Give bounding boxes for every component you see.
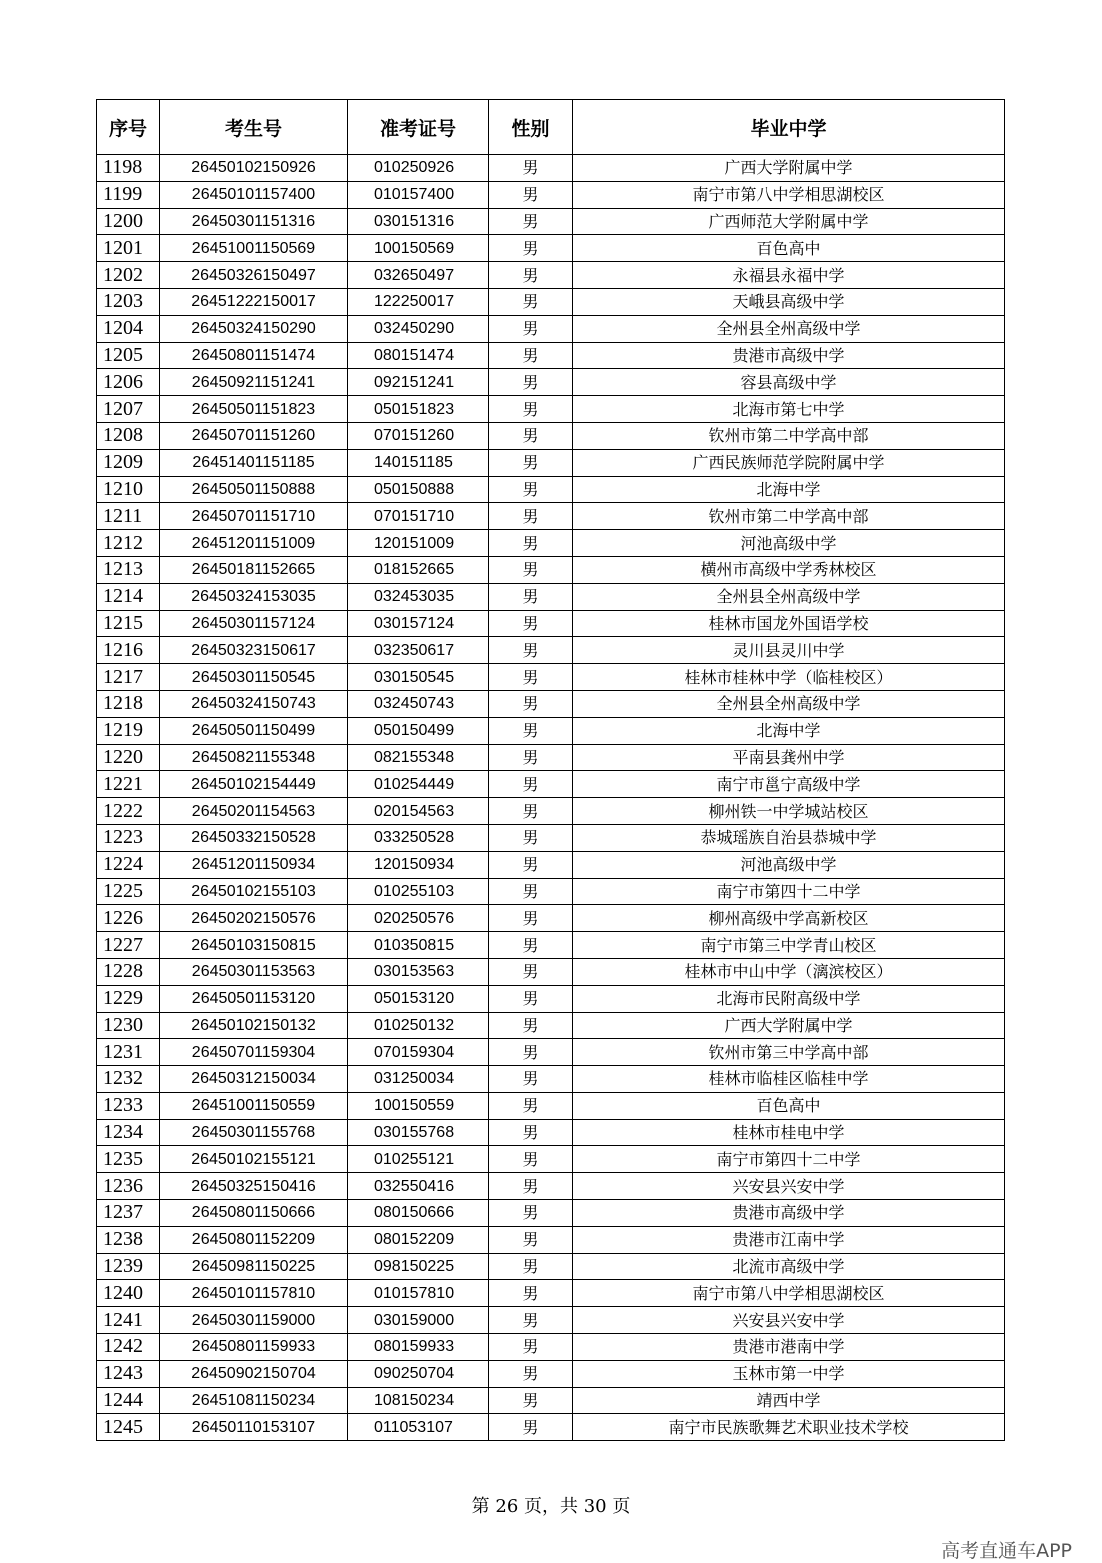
cell-ticket-id: 032453035 (348, 583, 489, 610)
cell-exam-id: 26450324153035 (160, 583, 348, 610)
cell-school: 柳州铁一中学城站校区 (573, 798, 1005, 825)
cell-school: 南宁市第四十二中学 (573, 878, 1005, 905)
cell-gender: 男 (489, 1226, 573, 1253)
cell-exam-id: 26450821155348 (160, 744, 348, 771)
cell-ticket-id: 050150888 (348, 476, 489, 503)
cell-exam-id: 26450332150528 (160, 824, 348, 851)
cell-gender: 男 (489, 155, 573, 182)
table-row (97, 155, 1005, 182)
cell-seq: 1228 (97, 958, 160, 985)
cell-school: 广西大学附属中学 (573, 1012, 1005, 1039)
table-row (97, 583, 1005, 610)
table-row (97, 262, 1005, 289)
cell-ticket-id: 108150234 (348, 1387, 489, 1414)
cell-school: 桂林市临桂区临桂中学 (573, 1066, 1005, 1093)
cell-exam-id: 26450301155768 (160, 1119, 348, 1146)
cell-seq: 1244 (97, 1387, 160, 1414)
cell-seq: 1212 (97, 530, 160, 557)
cell-ticket-id: 010254449 (348, 771, 489, 798)
cell-seq: 1219 (97, 717, 160, 744)
cell-gender: 男 (489, 1092, 573, 1119)
cell-seq: 1211 (97, 503, 160, 530)
cell-school: 贵港市江南中学 (573, 1226, 1005, 1253)
table-row (97, 342, 1005, 369)
cell-gender: 男 (489, 315, 573, 342)
cell-school: 全州县全州高级中学 (573, 583, 1005, 610)
table-row (97, 1253, 1005, 1280)
cell-ticket-id: 030153563 (348, 958, 489, 985)
table-row (97, 476, 1005, 503)
cell-ticket-id: 030155768 (348, 1119, 489, 1146)
cell-ticket-id: 010157810 (348, 1280, 489, 1307)
cell-ticket-id: 030159000 (348, 1307, 489, 1334)
cell-school: 柳州高级中学高新校区 (573, 905, 1005, 932)
cell-seq: 1238 (97, 1226, 160, 1253)
cell-school: 容县高级中学 (573, 369, 1005, 396)
cell-school: 贵港市高级中学 (573, 1200, 1005, 1227)
table-row (97, 422, 1005, 449)
cell-school: 广西民族师范学院附属中学 (573, 449, 1005, 476)
cell-exam-id: 26450323150617 (160, 637, 348, 664)
cell-exam-id: 26450325150416 (160, 1173, 348, 1200)
cell-exam-id: 26450501150888 (160, 476, 348, 503)
cell-ticket-id: 080159933 (348, 1334, 489, 1361)
cell-seq: 1209 (97, 449, 160, 476)
cell-school: 北流市高级中学 (573, 1253, 1005, 1280)
cell-ticket-id: 050153120 (348, 985, 489, 1012)
cell-school: 天峨县高级中学 (573, 288, 1005, 315)
cell-gender: 男 (489, 369, 573, 396)
cell-seq: 1240 (97, 1280, 160, 1307)
cell-gender: 男 (489, 851, 573, 878)
cell-gender: 男 (489, 1414, 573, 1441)
cell-exam-id: 26450701151260 (160, 422, 348, 449)
cell-school: 贵港市高级中学 (573, 342, 1005, 369)
table-row (97, 1039, 1005, 1066)
cell-seq: 1227 (97, 932, 160, 959)
cell-ticket-id: 098150225 (348, 1253, 489, 1280)
cell-seq: 1213 (97, 556, 160, 583)
cell-ticket-id: 100150569 (348, 235, 489, 262)
cell-seq: 1203 (97, 288, 160, 315)
cell-ticket-id: 032350617 (348, 637, 489, 664)
cell-exam-id: 26450324150743 (160, 690, 348, 717)
cell-gender: 男 (489, 637, 573, 664)
admission-table (96, 99, 1005, 1441)
cell-gender: 男 (489, 905, 573, 932)
header-school: 毕业中学 (573, 100, 1005, 155)
table-row (97, 235, 1005, 262)
cell-ticket-id: 032550416 (348, 1173, 489, 1200)
cell-seq: 1202 (97, 262, 160, 289)
cell-seq: 1223 (97, 824, 160, 851)
watermark-text: 高考直通车APP (941, 1540, 1072, 1562)
cell-school: 靖西中学 (573, 1387, 1005, 1414)
cell-ticket-id: 033250528 (348, 824, 489, 851)
cell-school: 河池高级中学 (573, 851, 1005, 878)
cell-gender: 男 (489, 690, 573, 717)
cell-exam-id: 26451222150017 (160, 288, 348, 315)
cell-gender: 男 (489, 985, 573, 1012)
cell-gender: 男 (489, 824, 573, 851)
cell-seq: 1208 (97, 422, 160, 449)
cell-seq: 1224 (97, 851, 160, 878)
cell-ticket-id: 100150559 (348, 1092, 489, 1119)
cell-seq: 1215 (97, 610, 160, 637)
cell-school: 北海市民附高级中学 (573, 985, 1005, 1012)
cell-ticket-id: 080152209 (348, 1226, 489, 1253)
table-row (97, 824, 1005, 851)
cell-exam-id: 26450103150815 (160, 932, 348, 959)
cell-seq: 1217 (97, 664, 160, 691)
cell-gender: 男 (489, 1307, 573, 1334)
cell-school: 兴安县兴安中学 (573, 1307, 1005, 1334)
cell-gender: 男 (489, 1012, 573, 1039)
cell-ticket-id: 070151710 (348, 503, 489, 530)
cell-seq: 1235 (97, 1146, 160, 1173)
cell-exam-id: 26450902150704 (160, 1360, 348, 1387)
table-row (97, 1012, 1005, 1039)
table-row (97, 690, 1005, 717)
cell-gender: 男 (489, 288, 573, 315)
cell-ticket-id: 050150499 (348, 717, 489, 744)
cell-seq: 1225 (97, 878, 160, 905)
cell-ticket-id: 080151474 (348, 342, 489, 369)
cell-exam-id: 26450801152209 (160, 1226, 348, 1253)
cell-seq: 1230 (97, 1012, 160, 1039)
cell-ticket-id: 092151241 (348, 369, 489, 396)
cell-ticket-id: 010157400 (348, 181, 489, 208)
cell-gender: 男 (489, 717, 573, 744)
table-row (97, 181, 1005, 208)
cell-seq: 1241 (97, 1307, 160, 1334)
cell-gender: 男 (489, 583, 573, 610)
cell-exam-id: 26450301153563 (160, 958, 348, 985)
cell-gender: 男 (489, 1066, 573, 1093)
cell-ticket-id: 070151260 (348, 422, 489, 449)
cell-gender: 男 (489, 556, 573, 583)
cell-gender: 男 (489, 1280, 573, 1307)
header-seq: 序号 (97, 100, 160, 155)
cell-gender: 男 (489, 664, 573, 691)
cell-seq: 1210 (97, 476, 160, 503)
cell-exam-id: 26450921151241 (160, 369, 348, 396)
cell-gender: 男 (489, 449, 573, 476)
cell-school: 灵川县灵川中学 (573, 637, 1005, 664)
table-row (97, 396, 1005, 423)
cell-school: 北海市第七中学 (573, 396, 1005, 423)
cell-exam-id: 26450110153107 (160, 1414, 348, 1441)
table-row (97, 1307, 1005, 1334)
table-row (97, 958, 1005, 985)
cell-gender: 男 (489, 262, 573, 289)
cell-exam-id: 26450801159933 (160, 1334, 348, 1361)
cell-seq: 1201 (97, 235, 160, 262)
cell-seq: 1222 (97, 798, 160, 825)
cell-exam-id: 26451201150934 (160, 851, 348, 878)
cell-seq: 1239 (97, 1253, 160, 1280)
cell-ticket-id: 030150545 (348, 664, 489, 691)
cell-seq: 1245 (97, 1414, 160, 1441)
cell-exam-id: 26450301151316 (160, 208, 348, 235)
cell-seq: 1236 (97, 1173, 160, 1200)
cell-seq: 1199 (97, 181, 160, 208)
cell-gender: 男 (489, 476, 573, 503)
cell-exam-id: 26451001150569 (160, 235, 348, 262)
cell-seq: 1198 (97, 155, 160, 182)
cell-school: 贵港市港南中学 (573, 1334, 1005, 1361)
admission-table-container (96, 99, 1004, 1441)
cell-school: 钦州市第三中学高中部 (573, 1039, 1005, 1066)
table-row (97, 771, 1005, 798)
cell-seq: 1204 (97, 315, 160, 342)
table-row (97, 1360, 1005, 1387)
cell-exam-id: 26451081150234 (160, 1387, 348, 1414)
cell-ticket-id: 010250926 (348, 155, 489, 182)
table-row (97, 851, 1005, 878)
cell-school: 百色高中 (573, 1092, 1005, 1119)
cell-exam-id: 26450801150666 (160, 1200, 348, 1227)
cell-ticket-id: 031250034 (348, 1066, 489, 1093)
cell-school: 南宁市第八中学相思湖校区 (573, 1280, 1005, 1307)
cell-gender: 男 (489, 1200, 573, 1227)
cell-gender: 男 (489, 878, 573, 905)
table-row (97, 1334, 1005, 1361)
cell-exam-id: 26450981150225 (160, 1253, 348, 1280)
cell-seq: 1206 (97, 369, 160, 396)
cell-school: 永福县永福中学 (573, 262, 1005, 289)
cell-gender: 男 (489, 1173, 573, 1200)
table-row (97, 503, 1005, 530)
cell-gender: 男 (489, 1334, 573, 1361)
cell-exam-id: 26450301159000 (160, 1307, 348, 1334)
table-row (97, 315, 1005, 342)
cell-seq: 1233 (97, 1092, 160, 1119)
table-row (97, 1226, 1005, 1253)
cell-exam-id: 26450501150499 (160, 717, 348, 744)
cell-gender: 男 (489, 208, 573, 235)
cell-ticket-id: 032650497 (348, 262, 489, 289)
cell-gender: 男 (489, 771, 573, 798)
cell-school: 横州市高级中学秀林校区 (573, 556, 1005, 583)
cell-gender: 男 (489, 1253, 573, 1280)
cell-exam-id: 26450102150132 (160, 1012, 348, 1039)
cell-gender: 男 (489, 1039, 573, 1066)
cell-school: 全州县全州高级中学 (573, 690, 1005, 717)
cell-gender: 男 (489, 1360, 573, 1387)
cell-school: 南宁市第八中学相思湖校区 (573, 181, 1005, 208)
cell-seq: 1234 (97, 1119, 160, 1146)
cell-seq: 1214 (97, 583, 160, 610)
cell-school: 北海中学 (573, 476, 1005, 503)
page-number: 第 26 页，共 30 页 (471, 1496, 631, 1517)
cell-exam-id: 26450326150497 (160, 262, 348, 289)
cell-seq: 1232 (97, 1066, 160, 1093)
cell-gender: 男 (489, 798, 573, 825)
table-row (97, 744, 1005, 771)
table-row (97, 1119, 1005, 1146)
table-row (97, 556, 1005, 583)
table-row (97, 878, 1005, 905)
cell-exam-id: 26450102154449 (160, 771, 348, 798)
cell-ticket-id: 082155348 (348, 744, 489, 771)
cell-ticket-id: 120151009 (348, 530, 489, 557)
cell-ticket-id: 030151316 (348, 208, 489, 235)
cell-seq: 1218 (97, 690, 160, 717)
cell-school: 桂林市桂电中学 (573, 1119, 1005, 1146)
table-row (97, 208, 1005, 235)
cell-exam-id: 26451401151185 (160, 449, 348, 476)
cell-ticket-id: 090250704 (348, 1360, 489, 1387)
cell-exam-id: 26450801151474 (160, 342, 348, 369)
cell-ticket-id: 018152665 (348, 556, 489, 583)
cell-school: 桂林市中山中学（漓滨校区） (573, 958, 1005, 985)
table-row (97, 664, 1005, 691)
cell-exam-id: 26450102155121 (160, 1146, 348, 1173)
cell-school: 南宁市第三中学青山校区 (573, 932, 1005, 959)
cell-ticket-id: 070159304 (348, 1039, 489, 1066)
cell-ticket-id: 140151185 (348, 449, 489, 476)
cell-ticket-id: 030157124 (348, 610, 489, 637)
table-row (97, 1146, 1005, 1173)
cell-ticket-id: 122250017 (348, 288, 489, 315)
cell-seq: 1231 (97, 1039, 160, 1066)
table-header-row (97, 100, 1005, 155)
cell-school: 广西大学附属中学 (573, 155, 1005, 182)
cell-school: 北海中学 (573, 717, 1005, 744)
cell-seq: 1220 (97, 744, 160, 771)
cell-exam-id: 26450312150034 (160, 1066, 348, 1093)
cell-seq: 1242 (97, 1334, 160, 1361)
cell-school: 南宁市第四十二中学 (573, 1146, 1005, 1173)
cell-gender: 男 (489, 342, 573, 369)
cell-school: 桂林市国龙外国语学校 (573, 610, 1005, 637)
cell-seq: 1229 (97, 985, 160, 1012)
header-gender: 性别 (489, 100, 573, 155)
table-row (97, 1387, 1005, 1414)
cell-gender: 男 (489, 422, 573, 449)
cell-exam-id: 26450102150926 (160, 155, 348, 182)
table-row (97, 637, 1005, 664)
cell-ticket-id: 020154563 (348, 798, 489, 825)
header-exam-id: 考生号 (160, 100, 348, 155)
cell-gender: 男 (489, 744, 573, 771)
table-row (97, 530, 1005, 557)
cell-gender: 男 (489, 1119, 573, 1146)
cell-seq: 1237 (97, 1200, 160, 1227)
cell-exam-id: 26451201151009 (160, 530, 348, 557)
cell-school: 恭城瑶族自治县恭城中学 (573, 824, 1005, 851)
cell-ticket-id: 010255103 (348, 878, 489, 905)
cell-seq: 1200 (97, 208, 160, 235)
cell-exam-id: 26450324150290 (160, 315, 348, 342)
cell-exam-id: 26450701151710 (160, 503, 348, 530)
cell-exam-id: 26450201154563 (160, 798, 348, 825)
cell-school: 钦州市第二中学高中部 (573, 503, 1005, 530)
cell-gender: 男 (489, 1146, 573, 1173)
table-row (97, 905, 1005, 932)
cell-school: 广西师范大学附属中学 (573, 208, 1005, 235)
table-body (97, 155, 1005, 1441)
cell-ticket-id: 020250576 (348, 905, 489, 932)
cell-seq: 1216 (97, 637, 160, 664)
cell-seq: 1226 (97, 905, 160, 932)
cell-school: 钦州市第二中学高中部 (573, 422, 1005, 449)
cell-exam-id: 26451001150559 (160, 1092, 348, 1119)
table-row (97, 1280, 1005, 1307)
cell-gender: 男 (489, 610, 573, 637)
cell-gender: 男 (489, 181, 573, 208)
table-row (97, 798, 1005, 825)
cell-school: 百色高中 (573, 235, 1005, 262)
table-row (97, 1173, 1005, 1200)
cell-school: 兴安县兴安中学 (573, 1173, 1005, 1200)
cell-gender: 男 (489, 530, 573, 557)
cell-school: 桂林市桂林中学（临桂校区） (573, 664, 1005, 691)
cell-seq: 1207 (97, 396, 160, 423)
cell-gender: 男 (489, 958, 573, 985)
table-row (97, 1092, 1005, 1119)
cell-exam-id: 26450701159304 (160, 1039, 348, 1066)
table-row (97, 985, 1005, 1012)
cell-gender: 男 (489, 932, 573, 959)
table-row (97, 1414, 1005, 1441)
header-ticket-id: 准考证号 (348, 100, 489, 155)
cell-seq: 1243 (97, 1360, 160, 1387)
cell-gender: 男 (489, 396, 573, 423)
cell-exam-id: 26450301157124 (160, 610, 348, 637)
cell-school: 玉林市第一中学 (573, 1360, 1005, 1387)
table-row (97, 932, 1005, 959)
cell-exam-id: 26450102155103 (160, 878, 348, 905)
table-row (97, 717, 1005, 744)
cell-exam-id: 26450501151823 (160, 396, 348, 423)
cell-ticket-id: 120150934 (348, 851, 489, 878)
cell-ticket-id: 032450743 (348, 690, 489, 717)
table-row (97, 610, 1005, 637)
cell-ticket-id: 050151823 (348, 396, 489, 423)
cell-exam-id: 26450181152665 (160, 556, 348, 583)
cell-ticket-id: 010250132 (348, 1012, 489, 1039)
cell-gender: 男 (489, 1387, 573, 1414)
cell-exam-id: 26450202150576 (160, 905, 348, 932)
cell-exam-id: 26450301150545 (160, 664, 348, 691)
cell-exam-id: 26450101157400 (160, 181, 348, 208)
table-row (97, 449, 1005, 476)
cell-exam-id: 26450501153120 (160, 985, 348, 1012)
cell-school: 河池高级中学 (573, 530, 1005, 557)
cell-school: 南宁市邕宁高级中学 (573, 771, 1005, 798)
table-row (97, 1200, 1005, 1227)
cell-school: 平南县龚州中学 (573, 744, 1005, 771)
cell-exam-id: 26450101157810 (160, 1280, 348, 1307)
cell-ticket-id: 010255121 (348, 1146, 489, 1173)
table-row (97, 1066, 1005, 1093)
cell-gender: 男 (489, 235, 573, 262)
cell-ticket-id: 011053107 (348, 1414, 489, 1441)
table-row (97, 288, 1005, 315)
cell-seq: 1221 (97, 771, 160, 798)
table-row (97, 369, 1005, 396)
cell-school: 全州县全州高级中学 (573, 315, 1005, 342)
cell-seq: 1205 (97, 342, 160, 369)
cell-school: 南宁市民族歌舞艺术职业技术学校 (573, 1414, 1005, 1441)
cell-ticket-id: 010350815 (348, 932, 489, 959)
cell-ticket-id: 032450290 (348, 315, 489, 342)
cell-ticket-id: 080150666 (348, 1200, 489, 1227)
cell-gender: 男 (489, 503, 573, 530)
